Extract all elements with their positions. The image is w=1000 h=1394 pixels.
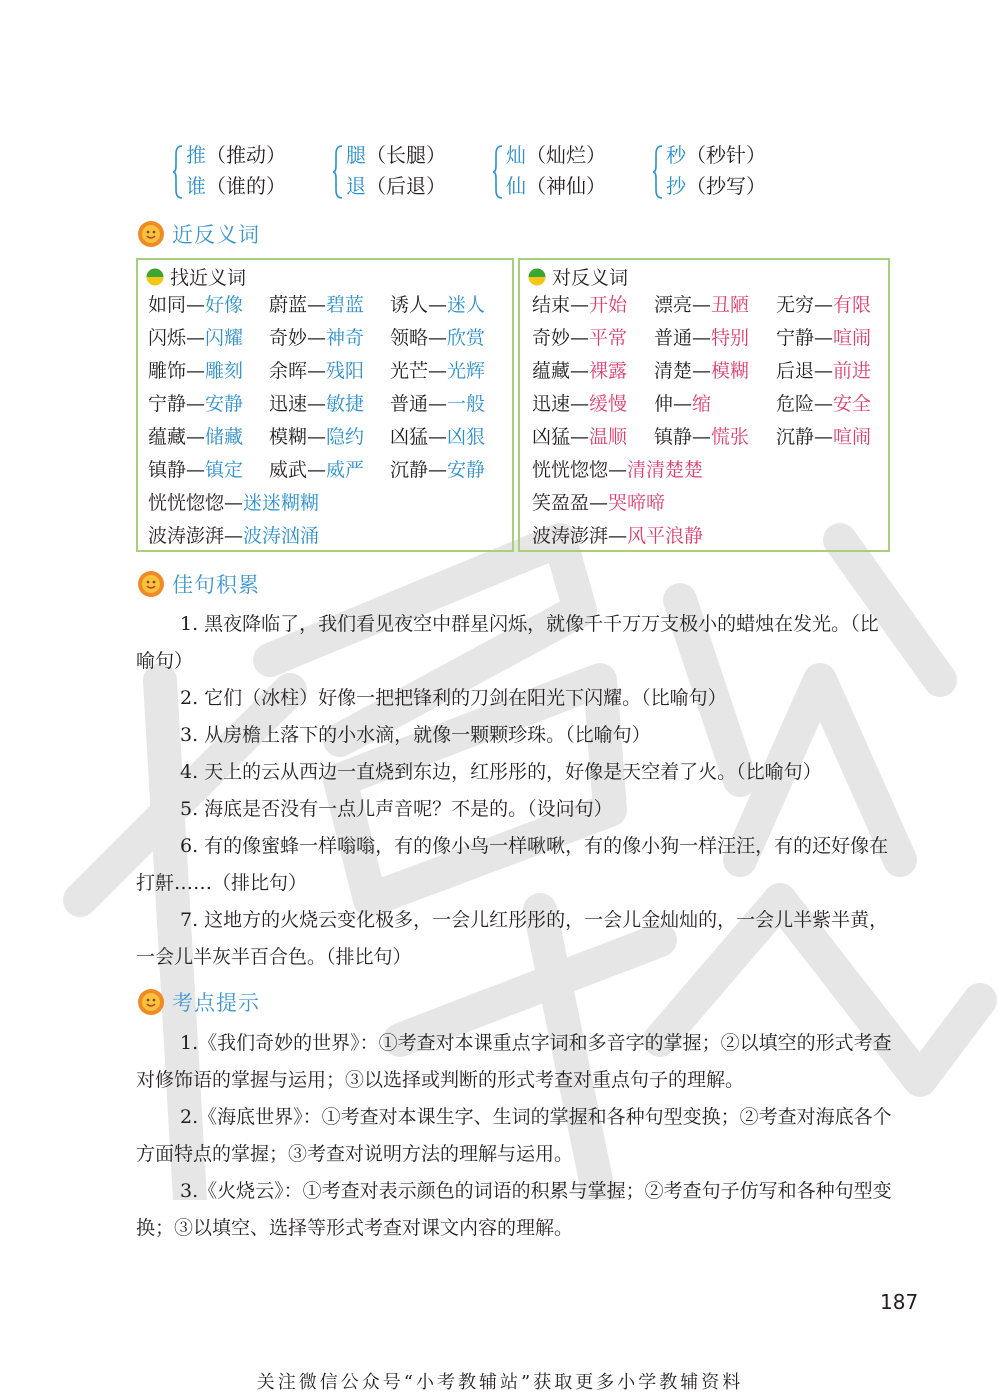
word-answer: 缓慢 [589,393,628,415]
word-source: 普通— [654,327,712,349]
word-pair [532,293,627,317]
word-source: 宁静— [148,393,206,415]
word-answer: 安静 [205,393,244,415]
char-group-row [666,174,766,198]
word-source: 蕴藏— [532,360,590,382]
word-source: 蕴藏— [148,426,206,448]
section-synonyms-header [136,218,260,250]
word-answer: 特别 [711,327,750,349]
brace-icon [172,144,184,200]
tip [136,1099,892,1173]
target-char: 抄 [666,174,686,198]
word-answer: 镇定 [205,459,244,481]
word-source: 危险— [776,393,834,415]
word-source: 如同— [148,294,206,316]
sentence-text: 6. 有的像蜜蜂一样嗡嗡，有的像小鸟一样啾啾，有的像小狗一样汪汪，有的还好像在打鼾……（排比句） [136,835,889,894]
word-answer: 风平浪静 [627,525,704,547]
sentence [136,791,892,828]
word-answer: 喧闹 [833,327,872,349]
word-answer: 凶狠 [447,426,486,448]
word-pair [269,458,364,482]
word-pair [654,425,749,449]
word-answer: 神奇 [326,327,365,349]
word-pair [148,458,243,482]
target-char: 灿 [506,143,526,167]
word-pair [532,392,627,416]
word-pair [776,392,871,416]
word-source: 笑盈盈— [532,492,609,514]
sentence-text: 4. 天上的云从西边一直烧到东边，红彤彤的，好像是天空着了火。（比喻句） [180,761,822,783]
char-group-row [666,143,766,167]
sun-face-icon [136,987,166,1017]
word-answer: 闪耀 [205,327,244,349]
word-pair [776,359,871,383]
antonym-box-title: 对反义词 [552,267,629,289]
sentence-text: 3. 从房檐上落下的小水滴，就像一颗颗珍珠。（比喻句） [180,724,651,746]
word-answer: 安全 [833,393,872,415]
word-pair [148,293,243,317]
sentence-text: 2. 它们（冰柱）好像一把把锋利的刀剑在阳光下闪耀。（比喻句） [180,687,727,709]
char-group-row [506,143,606,167]
sentence [136,606,892,680]
word-pair [390,326,485,350]
word-answer: 丑陋 [711,294,750,316]
sentence [136,902,892,976]
word-answer: 威严 [326,459,365,481]
word-source: 宁静— [776,327,834,349]
section-sentences-header [136,568,260,600]
section-tips-header [136,986,260,1018]
word-source: 恍恍惚惚— [532,459,628,481]
target-char: 退 [346,174,366,198]
word-pair [390,458,485,482]
brace-icon [652,144,664,200]
word-answer: 欣赏 [447,327,486,349]
word-source: 领略— [390,327,448,349]
word-source: 余晖— [269,360,327,382]
word-source: 雕饰— [148,360,206,382]
target-char: 秒 [666,143,686,167]
sentence-text: 7. 这地方的火烧云变化极多，一会儿红彤彤的，一会儿金灿灿的，一会儿半紫半黄，一会儿半灰半百合色。（排比句） [136,909,889,968]
word-source: 结束— [532,294,590,316]
char-word: （秒针） [686,143,766,167]
word-answer: 储藏 [205,426,244,448]
word-source: 迅速— [269,393,327,415]
sun-face-icon [136,219,166,249]
word-source: 清楚— [654,360,712,382]
word-answer: 迷人 [447,294,486,316]
word-answer: 慌张 [711,426,750,448]
word-source: 后退— [776,360,834,382]
char-word: （谁的） [206,174,286,198]
sentence [136,680,892,717]
word-source: 沉静— [776,426,834,448]
word-answer: 喧闹 [833,426,872,448]
word-pair [148,425,243,449]
word-answer: 温顺 [589,426,628,448]
sentence [136,754,892,791]
word-source: 无穷— [776,294,834,316]
word-answer: 碧蓝 [326,294,365,316]
char-group-row [346,174,446,198]
word-answer: 残阳 [326,360,365,382]
word-pair [390,425,485,449]
word-answer: 波涛汹涌 [243,525,320,547]
sun-face-icon [136,569,166,599]
char-group [652,140,802,202]
char-word: （抄写） [686,174,766,198]
word-source: 威武— [269,459,327,481]
word-answer: 安静 [447,459,486,481]
word-pair [532,458,703,482]
word-source: 镇静— [654,426,712,448]
word-pair [269,293,364,317]
word-source: 波涛澎湃— [532,525,628,547]
word-source: 模糊— [269,426,327,448]
sentence [136,717,892,754]
char-word: （后退） [366,174,446,198]
word-answer: 迷迷糊糊 [243,492,320,514]
char-group-row [506,174,606,198]
word-source: 普通— [390,393,448,415]
word-pair [269,326,364,350]
word-source: 波涛澎湃— [148,525,244,547]
section-title: 考点提示 [172,991,260,1015]
char-word: （灿烂） [526,143,606,167]
word-source: 诱人— [390,294,448,316]
word-answer: 模糊 [711,360,750,382]
target-char: 推 [186,143,206,167]
char-word: （长腿） [366,143,446,167]
word-source: 凶猛— [390,426,448,448]
char-word: （推动） [206,143,286,167]
char-word: （神仙） [526,174,606,198]
word-pair [654,392,711,416]
tip-text: 3.《火烧云》：①考查对表示颜色的词语的积累与掌握；②考查句子仿写和各种句型变换；③以填空、选择等形式考查对课文内容的理解。 [136,1180,892,1239]
word-answer: 好像 [205,294,244,316]
word-answer: 隐约 [326,426,365,448]
word-pair [390,293,485,317]
target-char: 腿 [346,143,366,167]
green-yellow-dot-icon [528,268,546,286]
word-pair [532,524,703,548]
word-answer: 开始 [589,294,628,316]
word-pair [148,524,319,548]
sentence-text: 5. 海底是否没有一点儿声音呢？不是的。（设问句） [180,798,613,820]
word-source: 镇静— [148,459,206,481]
word-pair [148,326,243,350]
word-answer: 前进 [833,360,872,382]
word-pair [148,392,243,416]
word-pair [654,359,749,383]
tip [136,1025,892,1099]
word-pair [148,491,319,515]
word-source: 蔚蓝— [269,294,327,316]
antonym-box [518,258,890,552]
word-source: 凶猛— [532,426,590,448]
word-pair [269,392,364,416]
footer-note: 关注微信公众号“小考教辅站”获取更多小学教辅资料 [256,1372,744,1393]
section-title: 佳句积累 [172,573,260,597]
word-pair [776,293,871,317]
word-pair [269,359,364,383]
word-answer: 一般 [447,393,486,415]
char-group [492,140,642,202]
word-pair [532,425,627,449]
brace-icon [492,144,504,200]
word-pair [532,359,627,383]
char-group-row [186,174,286,198]
word-pair [776,326,871,350]
word-pair [532,491,665,515]
word-source: 迅速— [532,393,590,415]
synonym-box-header [146,263,246,290]
word-source: 闪烁— [148,327,206,349]
word-source: 伸— [654,393,693,415]
word-pair [654,293,749,317]
word-source: 奇妙— [532,327,590,349]
word-source: 漂亮— [654,294,712,316]
word-source: 沉静— [390,459,448,481]
tip-text: 1.《我们奇妙的世界》：①考查对本课重点字词和多音字的掌握；②以填空的形式考查对修饰语的掌握与运用；③以选择或判断的形式考查对重点句子的理解。 [136,1032,892,1091]
char-group [332,140,482,202]
antonym-box-header [528,263,628,290]
word-answer: 清清楚楚 [627,459,704,481]
section-title: 近反义词 [172,223,260,247]
sentence-text: 1. 黑夜降临了，我们看见夜空中群星闪烁，就像千千万万支极小的蜡烛在发光。（比喻句） [136,613,879,672]
word-answer: 有限 [833,294,872,316]
word-answer: 雕刻 [205,360,244,382]
brace-icon [332,144,344,200]
word-pair [654,326,749,350]
word-source: 奇妙— [269,327,327,349]
char-group-row [346,143,446,167]
word-pair [776,425,871,449]
tip-text: 2.《海底世界》：①考查对本课生字、生词的掌握和各种句型变换；②考查对海底各个方面特点的掌握；③考查对说明方法的理解与运用。 [136,1106,892,1165]
word-source: 光芒— [390,360,448,382]
word-pair [390,392,485,416]
target-char: 谁 [186,174,206,198]
word-pair [148,359,243,383]
word-answer: 平常 [589,327,628,349]
green-yellow-dot-icon [146,268,164,286]
synonym-box-title: 找近义词 [170,267,247,289]
page-number: 187 [880,1290,919,1314]
tip [136,1173,892,1247]
word-source: 恍恍惚惚— [148,492,244,514]
target-char: 仙 [506,174,526,198]
word-answer: 敏捷 [326,393,365,415]
word-pair [532,326,627,350]
word-answer: 裸露 [589,360,628,382]
word-pair [269,425,364,449]
char-group [172,140,322,202]
word-answer: 缩 [692,393,712,415]
synonym-box [136,258,514,552]
word-answer: 光辉 [447,360,486,382]
word-answer: 哭啼啼 [608,492,666,514]
sentence [136,828,892,902]
word-pair [390,359,485,383]
char-group-row [186,143,286,167]
